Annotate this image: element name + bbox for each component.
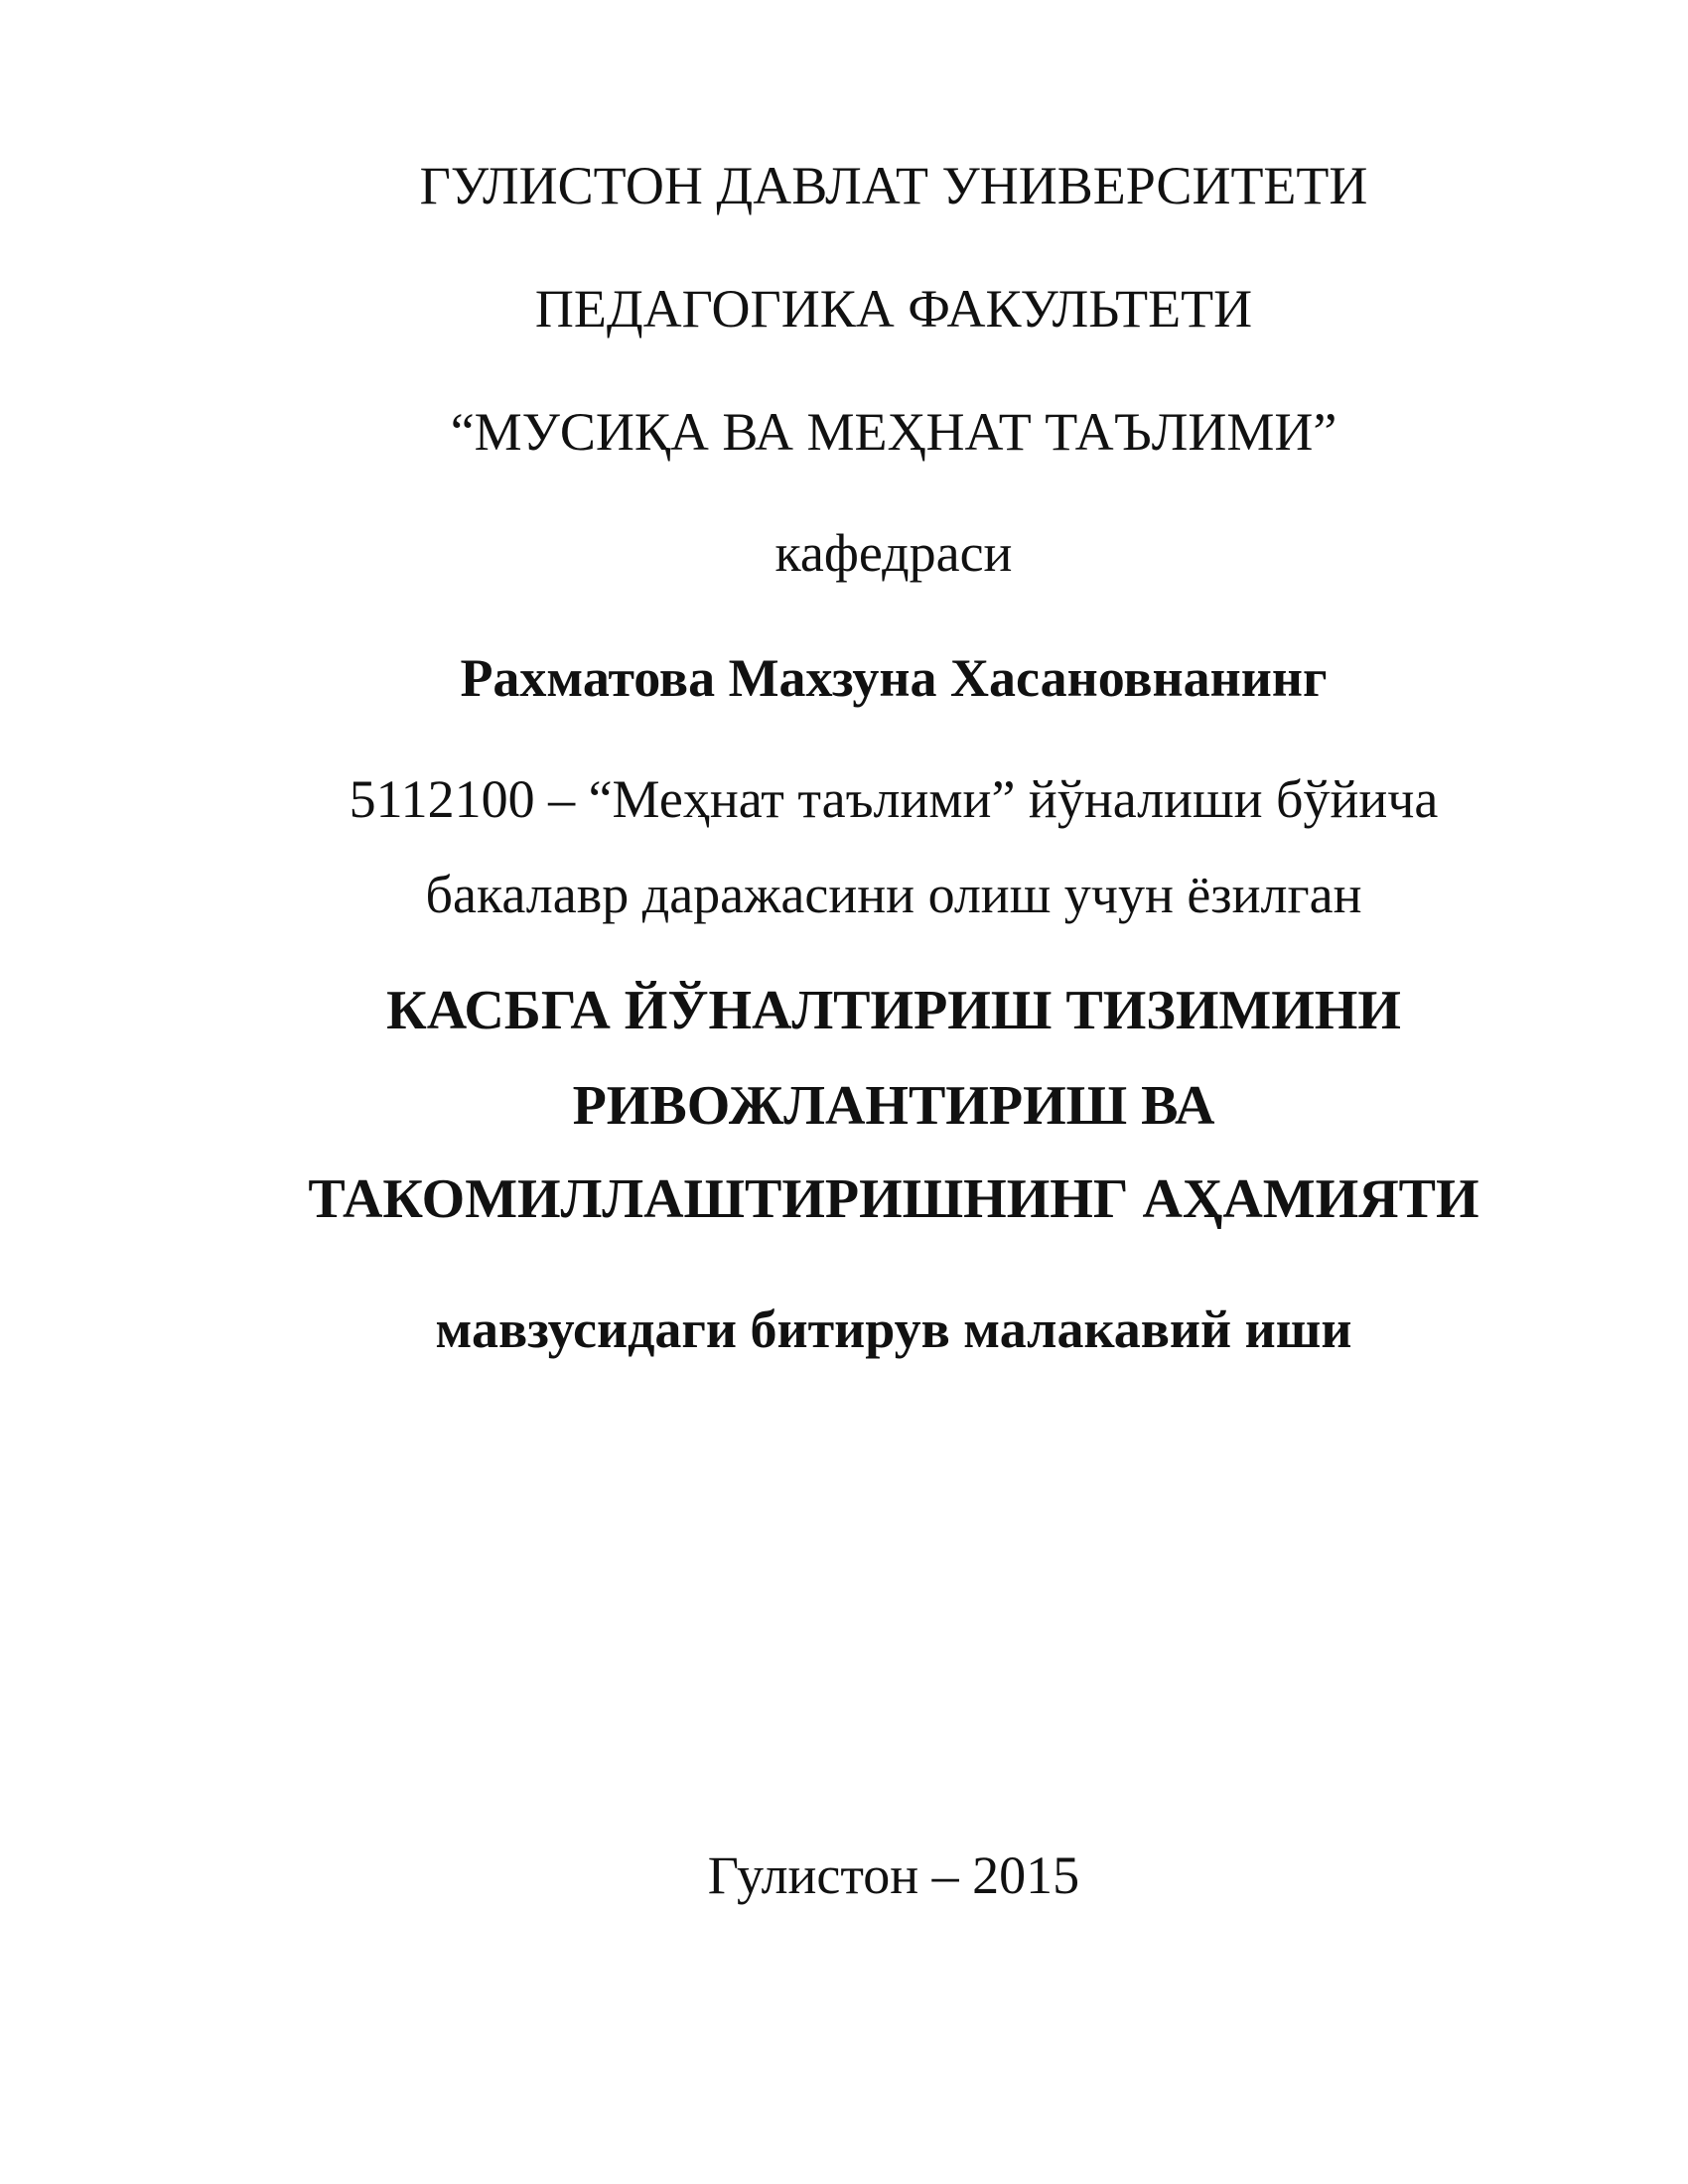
faculty-name: ПЕДАГОГИКА ФАКУЛЬТЕТИ: [534, 279, 1253, 339]
program-line-1: 5112100 – “Меҳнат таълими” йўналиши бўйича: [349, 769, 1439, 829]
department-label: кафедраси: [774, 523, 1013, 583]
thesis-title-line-3: ТАКОМИЛЛАШТИРИШНИНГ АҲАМИЯТИ: [308, 1168, 1479, 1230]
thesis-subtitle: мавзусидаги битирув малакавий иши: [435, 1299, 1352, 1359]
author-name: Рахматова Махзуна Хасановнанинг: [460, 648, 1328, 708]
university-name: ГУЛИСТОН ДАВЛАТ УНИВЕРСИТЕТИ: [419, 156, 1368, 215]
thesis-title-line-1: КАСБГА ЙЎНАЛТИРИШ ТИЗИМИНИ: [386, 980, 1401, 1041]
department-name: “МУСИҚА ВА МЕҲНАТ ТАЪЛИМИ”: [450, 402, 1337, 462]
thesis-title-line-2: РИВОЖЛАНТИРИШ ВА: [572, 1075, 1215, 1137]
program-line-2: бакалавр даражасини олиш учун ёзилган: [425, 865, 1362, 924]
place-year: Гулистон – 2015: [707, 1845, 1080, 1905]
